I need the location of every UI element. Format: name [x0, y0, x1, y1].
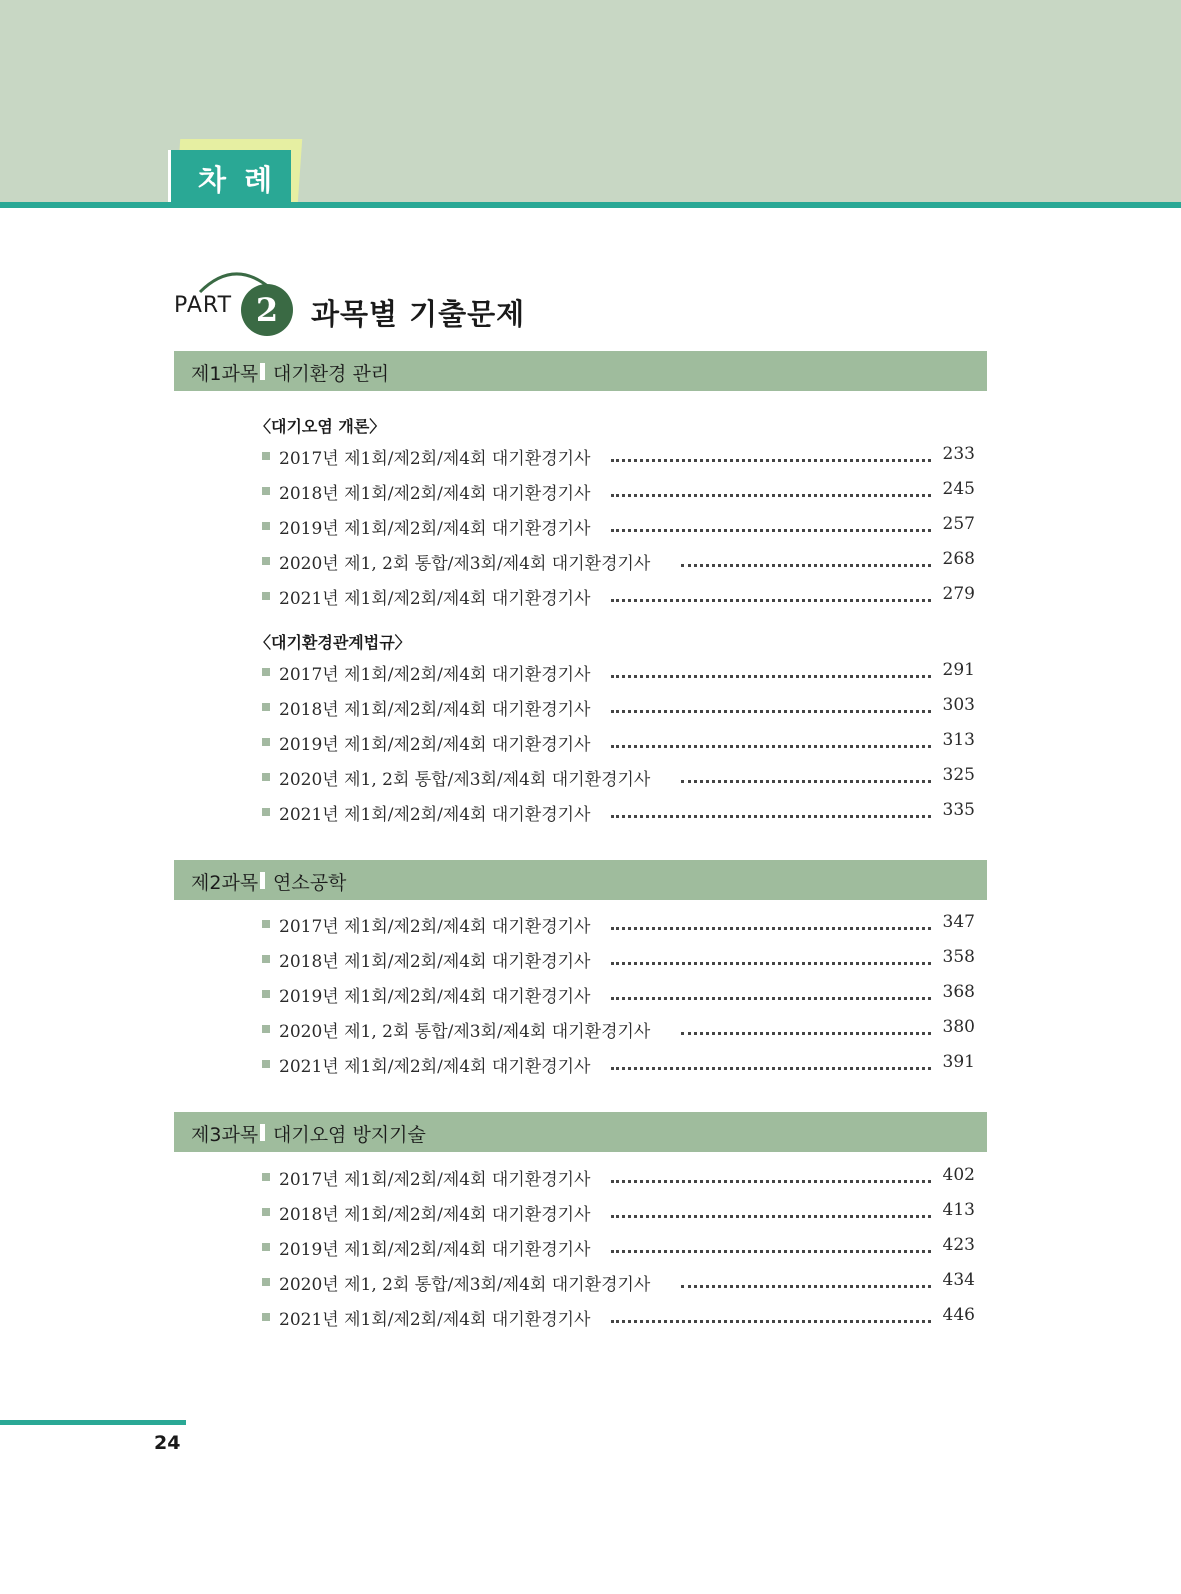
entry-label: 2018년 제1회/제2회/제4회 대기환경기사	[279, 947, 596, 972]
entry-page: 446	[937, 1305, 975, 1325]
entry-label: 2021년 제1회/제2회/제4회 대기환경기사	[279, 584, 596, 609]
entry-page: 268	[937, 549, 975, 569]
toc-entry[interactable]	[261, 800, 975, 826]
leader-dots	[611, 923, 931, 930]
toc-entry[interactable]	[261, 444, 975, 470]
bullet-icon	[262, 738, 270, 746]
leader-dots	[611, 455, 931, 462]
entry-label: 2020년 제1, 2회 통합/제3회/제4회 대기환경기사	[279, 1270, 656, 1295]
toc-entry[interactable]	[261, 695, 975, 721]
bullet-icon	[262, 990, 270, 998]
toc-entry[interactable]	[261, 730, 975, 756]
bullet-icon	[262, 955, 270, 963]
entry-page: 434	[937, 1270, 975, 1290]
section-name: 대기환경 관리	[273, 363, 390, 385]
bullet-icon	[262, 808, 270, 816]
leader-dots	[611, 1211, 931, 1218]
toc-entry[interactable]	[261, 912, 975, 938]
entry-label: 2021년 제1회/제2회/제4회 대기환경기사	[279, 800, 596, 825]
toc-entry[interactable]	[261, 1017, 975, 1043]
section-separator	[260, 872, 265, 889]
entry-page: 279	[937, 584, 975, 604]
header-rule	[0, 202, 1181, 208]
toc-entry[interactable]	[261, 584, 975, 610]
leader-dots	[611, 741, 931, 748]
bullet-icon	[262, 452, 270, 460]
leader-dots	[611, 1176, 931, 1183]
leader-dots	[611, 490, 931, 497]
leader-dots	[681, 776, 931, 783]
bullet-icon	[262, 1278, 270, 1286]
section-bar-2	[174, 860, 987, 900]
toc-entry[interactable]	[261, 765, 975, 791]
page-number: 24	[154, 1432, 181, 1454]
entry-page: 380	[937, 1017, 975, 1037]
leader-dots	[611, 706, 931, 713]
entry-label: 2020년 제1, 2회 통합/제3회/제4회 대기환경기사	[279, 765, 656, 790]
entry-label: 2018년 제1회/제2회/제4회 대기환경기사	[279, 479, 596, 504]
entry-label: 2017년 제1회/제2회/제4회 대기환경기사	[279, 660, 596, 685]
entry-page: 347	[937, 912, 975, 932]
leader-dots	[611, 671, 931, 678]
toc-entry[interactable]	[261, 660, 975, 686]
leader-dots	[611, 595, 931, 602]
entry-page: 303	[937, 695, 975, 715]
section-bar-3	[174, 1112, 987, 1152]
footer-rule	[0, 1420, 186, 1425]
bullet-icon	[262, 703, 270, 711]
leader-dots	[611, 993, 931, 1000]
leader-dots	[611, 811, 931, 818]
bullet-icon	[262, 920, 270, 928]
bullet-icon	[262, 487, 270, 495]
leader-dots	[681, 1281, 931, 1288]
leader-dots	[611, 958, 931, 965]
toc-entry[interactable]	[261, 514, 975, 540]
section-bar-1	[174, 351, 987, 391]
bullet-icon	[262, 557, 270, 565]
entry-page: 358	[937, 947, 975, 967]
entry-label: 2021년 제1회/제2회/제4회 대기환경기사	[279, 1305, 596, 1330]
entry-label: 2020년 제1, 2회 통합/제3회/제4회 대기환경기사	[279, 549, 656, 574]
bullet-icon	[262, 522, 270, 530]
entry-label: 2018년 제1회/제2회/제4회 대기환경기사	[279, 695, 596, 720]
section-number: 제1과목	[191, 363, 259, 385]
entry-label: 2019년 제1회/제2회/제4회 대기환경기사	[279, 982, 596, 1007]
entry-label: 2019년 제1회/제2회/제4회 대기환경기사	[279, 1235, 596, 1260]
entry-page: 335	[937, 800, 975, 820]
bullet-icon	[262, 773, 270, 781]
section-name: 대기오염 방지기술	[273, 1124, 426, 1146]
entry-page: 391	[937, 1052, 975, 1072]
entry-label: 2017년 제1회/제2회/제4회 대기환경기사	[279, 444, 596, 469]
toc-entry[interactable]	[261, 1052, 975, 1078]
toc-entry[interactable]	[261, 1270, 975, 1296]
entry-page: 291	[937, 660, 975, 680]
entry-page: 233	[937, 444, 975, 464]
subheading: 〈대기환경관계법규〉	[255, 633, 411, 652]
entry-label: 2019년 제1회/제2회/제4회 대기환경기사	[279, 730, 596, 755]
leader-dots	[611, 1316, 931, 1323]
part-label: PART	[174, 293, 233, 318]
entry-page: 257	[937, 514, 975, 534]
bullet-icon	[262, 1208, 270, 1216]
section-number: 제3과목	[191, 1124, 259, 1146]
part-title: 과목별 기출문제	[311, 297, 526, 331]
leader-dots	[681, 560, 931, 567]
entry-label: 2020년 제1, 2회 통합/제3회/제4회 대기환경기사	[279, 1017, 656, 1042]
bullet-icon	[262, 1313, 270, 1321]
toc-entry[interactable]	[261, 1235, 975, 1261]
leader-dots	[681, 1028, 931, 1035]
bullet-icon	[262, 1060, 270, 1068]
toc-entry[interactable]	[261, 1305, 975, 1331]
entry-page: 368	[937, 982, 975, 1002]
page-title: 차 례	[198, 163, 277, 197]
entry-page: 245	[937, 479, 975, 499]
entry-label: 2018년 제1회/제2회/제4회 대기환경기사	[279, 1200, 596, 1225]
bullet-icon	[262, 1025, 270, 1033]
section-separator	[260, 1124, 265, 1141]
entry-label: 2017년 제1회/제2회/제4회 대기환경기사	[279, 912, 596, 937]
toc-entry[interactable]	[261, 549, 975, 575]
entry-page: 313	[937, 730, 975, 750]
toc-entry[interactable]	[261, 982, 975, 1008]
entry-label: 2021년 제1회/제2회/제4회 대기환경기사	[279, 1052, 596, 1077]
bullet-icon	[262, 1243, 270, 1251]
bullet-icon	[262, 1173, 270, 1181]
entry-page: 402	[937, 1165, 975, 1185]
bullet-icon	[262, 592, 270, 600]
toc-entry[interactable]	[261, 1200, 975, 1226]
entry-page: 413	[937, 1200, 975, 1220]
subheading: 〈대기오염 개론〉	[255, 417, 386, 436]
toc-entry[interactable]	[261, 1165, 975, 1191]
entry-page: 423	[937, 1235, 975, 1255]
leader-dots	[611, 1063, 931, 1070]
part-number-badge: 2	[241, 284, 293, 336]
leader-dots	[611, 1246, 931, 1253]
leader-dots	[611, 525, 931, 532]
bullet-icon	[262, 668, 270, 676]
section-name: 연소공학	[273, 872, 347, 894]
toc-entry[interactable]	[261, 947, 975, 973]
entry-label: 2017년 제1회/제2회/제4회 대기환경기사	[279, 1165, 596, 1190]
toc-entry[interactable]	[261, 479, 975, 505]
entry-label: 2019년 제1회/제2회/제4회 대기환경기사	[279, 514, 596, 539]
entry-page: 325	[937, 765, 975, 785]
section-separator	[260, 363, 265, 380]
section-number: 제2과목	[191, 872, 259, 894]
